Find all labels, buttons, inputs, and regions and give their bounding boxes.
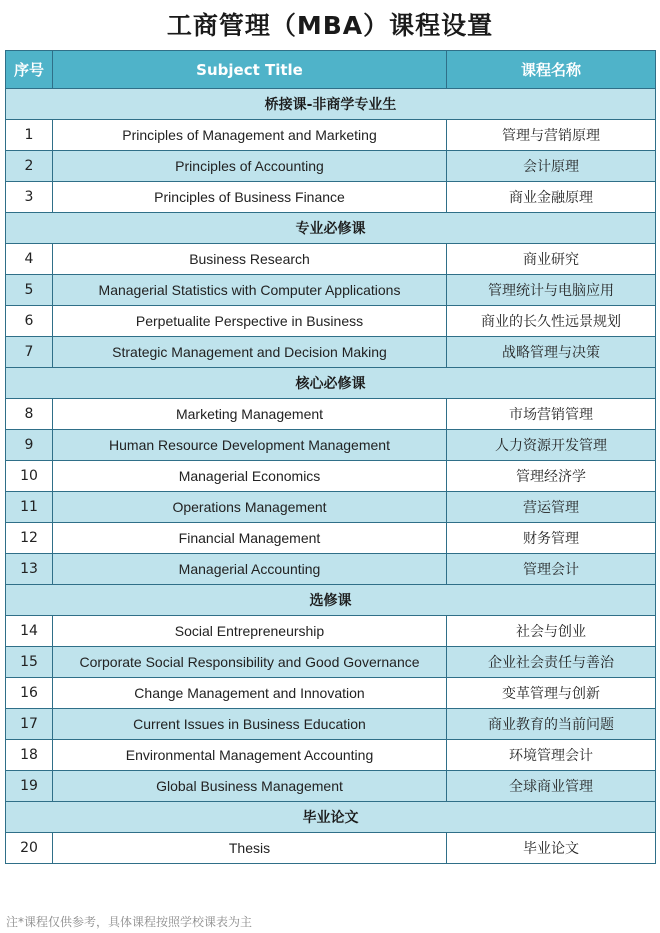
table-row [6, 833, 656, 864]
section-header-row [6, 368, 656, 399]
subject-title-cell: Principles of Management and Marketing [53, 120, 447, 151]
table-row [6, 151, 656, 182]
course-name-cell: 管理会计 [447, 554, 656, 585]
section-title: 毕业论文 [6, 802, 656, 833]
subject-title-cell: Thesis [53, 833, 447, 864]
section-title: 桥接课-非商学专业生 [6, 89, 656, 120]
serial-number-cell: 13 [6, 554, 53, 585]
subject-title-cell: Current Issues in Business Education [53, 709, 447, 740]
subject-title-cell: Social Entrepreneurship [53, 616, 447, 647]
subject-title-cell: Global Business Management [53, 771, 447, 802]
table-row [6, 709, 656, 740]
table-row [6, 399, 656, 430]
serial-number-cell: 7 [6, 337, 53, 368]
table-row [6, 616, 656, 647]
serial-number-cell: 19 [6, 771, 53, 802]
course-name-cell: 变革管理与创新 [447, 678, 656, 709]
serial-number-cell: 1 [6, 120, 53, 151]
course-name-cell: 商业的长久性远景规划 [447, 306, 656, 337]
section-title: 专业必修课 [6, 213, 656, 244]
course-name-cell: 市场营销管理 [447, 399, 656, 430]
section-header-row [6, 802, 656, 833]
course-name-cell: 管理经济学 [447, 461, 656, 492]
table-row [6, 647, 656, 678]
table-row [6, 492, 656, 523]
header-serial-number: 序号 [6, 51, 53, 89]
table-row [6, 430, 656, 461]
section-title: 核心必修课 [6, 368, 656, 399]
course-name-cell: 全球商业管理 [447, 771, 656, 802]
table-row [6, 275, 656, 306]
subject-title-cell: Strategic Management and Decision Making [53, 337, 447, 368]
course-name-cell: 管理与营销原理 [447, 120, 656, 151]
serial-number-cell: 16 [6, 678, 53, 709]
serial-number-cell: 12 [6, 523, 53, 554]
table-row [6, 120, 656, 151]
subject-title-cell: Operations Management [53, 492, 447, 523]
serial-number-cell: 6 [6, 306, 53, 337]
serial-number-cell: 9 [6, 430, 53, 461]
serial-number-cell: 4 [6, 244, 53, 275]
course-name-cell: 会计原理 [447, 151, 656, 182]
course-table [5, 50, 656, 864]
section-title: 选修课 [6, 585, 656, 616]
subject-title-cell: Principles of Business Finance [53, 182, 447, 213]
course-name-cell: 社会与创业 [447, 616, 656, 647]
subject-title-cell: Financial Management [53, 523, 447, 554]
course-table-body [6, 89, 656, 864]
course-name-cell: 管理统计与电脑应用 [447, 275, 656, 306]
serial-number-cell: 17 [6, 709, 53, 740]
table-row [6, 771, 656, 802]
course-name-cell: 环境管理会计 [447, 740, 656, 771]
course-name-cell: 财务管理 [447, 523, 656, 554]
table-row [6, 461, 656, 492]
subject-title-cell: Human Resource Development Management [53, 430, 447, 461]
table-header-row [6, 51, 656, 89]
serial-number-cell: 2 [6, 151, 53, 182]
subject-title-cell: Marketing Management [53, 399, 447, 430]
subject-title-cell: Corporate Social Responsibility and Good Governance [53, 647, 447, 678]
page-title: 工商管理（MBA）课程设置 [166, 11, 494, 40]
serial-number-cell: 15 [6, 647, 53, 678]
section-header-row [6, 89, 656, 120]
course-name-cell: 企业社会责任与善治 [447, 647, 656, 678]
subject-title-cell: Managerial Accounting [53, 554, 447, 585]
serial-number-cell: 10 [6, 461, 53, 492]
table-row [6, 523, 656, 554]
serial-number-cell: 18 [6, 740, 53, 771]
serial-number-cell: 14 [6, 616, 53, 647]
table-row [6, 306, 656, 337]
table-row [6, 740, 656, 771]
table-row [6, 244, 656, 275]
subject-title-cell: Managerial Economics [53, 461, 447, 492]
subject-title-cell: Environmental Management Accounting [53, 740, 447, 771]
subject-title-cell: Change Management and Innovation [53, 678, 447, 709]
serial-number-cell: 11 [6, 492, 53, 523]
footnote: 注*课程仅供参考，具体课程按照学校课表为主 [6, 915, 253, 929]
course-name-cell: 商业研究 [447, 244, 656, 275]
course-name-cell: 毕业论文 [447, 833, 656, 864]
subject-title-cell: Principles of Accounting [53, 151, 447, 182]
subject-title-cell: Business Research [53, 244, 447, 275]
serial-number-cell: 3 [6, 182, 53, 213]
table-row [6, 182, 656, 213]
subject-title-cell: Perpetualite Perspective in Business [53, 306, 447, 337]
serial-number-cell: 8 [6, 399, 53, 430]
header-course-name: 课程名称 [447, 51, 656, 89]
section-header-row [6, 585, 656, 616]
section-header-row [6, 213, 656, 244]
course-name-cell: 商业金融原理 [447, 182, 656, 213]
header-subject-title: Subject Title [53, 51, 447, 89]
table-row [6, 337, 656, 368]
serial-number-cell: 5 [6, 275, 53, 306]
subject-title-cell: Managerial Statistics with Computer Applications [53, 275, 447, 306]
course-name-cell: 营运管理 [447, 492, 656, 523]
serial-number-cell: 20 [6, 833, 53, 864]
course-name-cell: 战略管理与决策 [447, 337, 656, 368]
table-row [6, 678, 656, 709]
table-row [6, 554, 656, 585]
course-name-cell: 人力资源开发管理 [447, 430, 656, 461]
course-name-cell: 商业教育的当前问题 [447, 709, 656, 740]
